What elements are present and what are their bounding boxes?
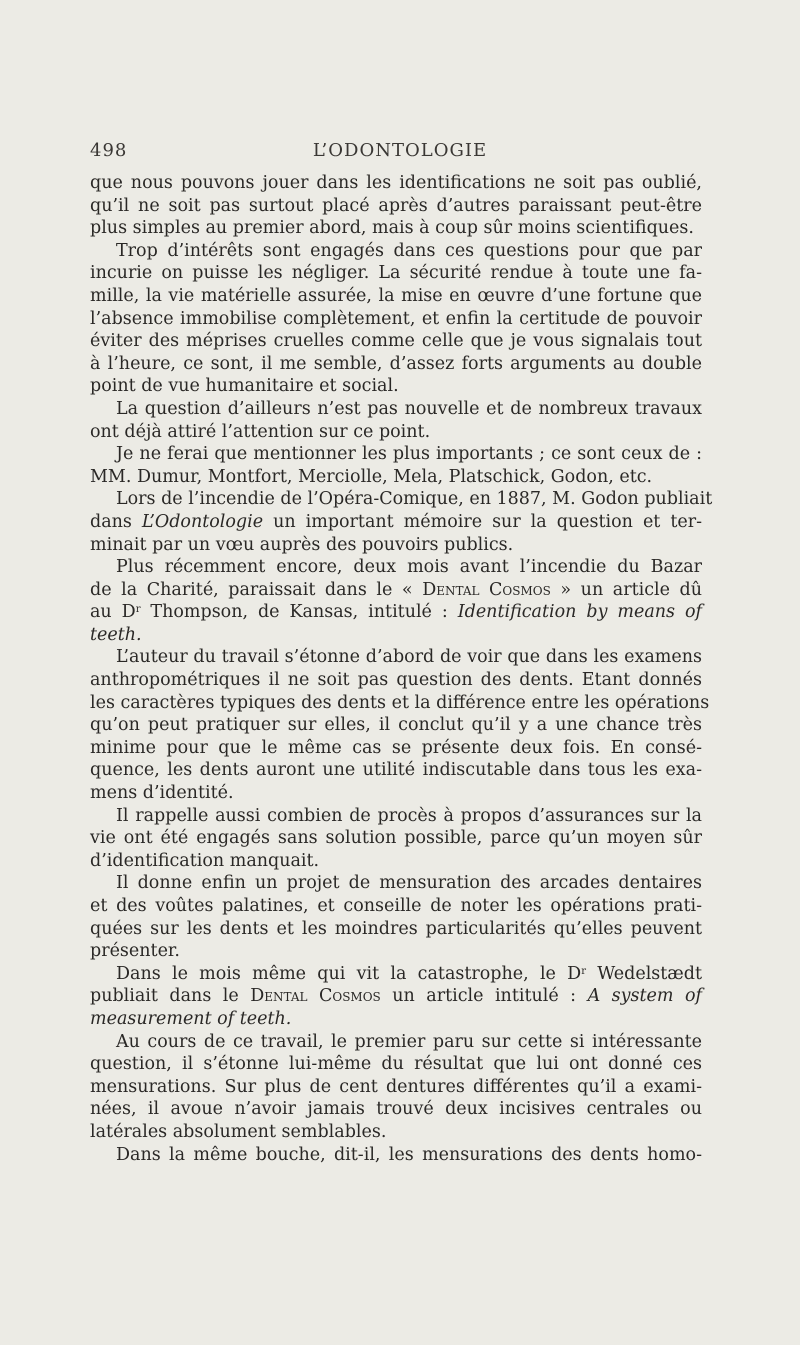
- text-segment: publiait dans le: [90, 986, 251, 1007]
- text-line: Je ne ferai que mentionner les plus importants ; ce sont ceux de :: [116, 444, 702, 465]
- text-line: ont déjà attiré l’attention sur ce point.: [90, 421, 431, 442]
- text-line: latérales absolument semblables.: [90, 1121, 387, 1142]
- text-segment: » un article dû: [550, 579, 703, 600]
- text-line: Dans la même bouche, dit-il, les mensurations des dents homo-: [116, 1144, 702, 1165]
- text-line: les caractères typiques des dents et la différence entre les opérations: [90, 692, 710, 713]
- text-line: anthropométriques il ne soit pas question des dents. Etant donnés: [90, 670, 702, 691]
- text-line: d’identification manquait.: [90, 850, 320, 871]
- text-line: vie ont été engagés sans solution possible, parce qu’un moyen sûr: [90, 828, 702, 849]
- text-line: et des voûtes palatines, et conseille de noter les opérations prati-: [90, 896, 702, 916]
- text-line: Plus récemment encore, deux mois avant l’incendie du Bazar: [116, 557, 702, 578]
- text-line: mens d’identité.: [90, 783, 234, 804]
- text-line: minime pour que le même cas se présente deux fois. En consé-: [90, 737, 702, 758]
- text-line: point de vue humanitaire et social.: [90, 376, 399, 397]
- text-segment: de la Charité, paraissait dans le «: [90, 579, 423, 600]
- text-line: teeth.: [90, 624, 142, 645]
- text-line: [90, 511, 702, 534]
- text-line: l’absence immobilise complètement, et enfin la certitude de pouvoir: [90, 308, 702, 329]
- journal-title: Dental Cosmos: [422, 579, 551, 600]
- text-line: quence, les dents auront une utilité indiscutable dans tous les exa-: [90, 760, 702, 781]
- text-line: Il rappelle aussi combien de procès à propos d’assurances sur la: [116, 805, 702, 826]
- body-text: [90, 172, 713, 1166]
- text-line: à l’heure, ce sont, il me semble, d’assez forts arguments au double: [90, 353, 702, 374]
- text-line: Il donne enfin un projet de mensuration des arcades dentaires: [116, 873, 702, 894]
- text-line: incurie on puisse les négliger. La sécurité rendue à toute une fa-: [90, 263, 702, 284]
- page-number: 498: [90, 140, 128, 161]
- text-line: qu’il ne soit pas surtout placé après d’autres paraissant peut-être: [90, 195, 702, 216]
- text-line: Au cours de ce travail, le premier paru sur cette si intéressante: [116, 1031, 702, 1052]
- text-line: nées, il avoue n’avoir jamais trouvé deux incisives centrales ou: [90, 1099, 702, 1120]
- text-line: quées sur les dents et les moindres particularités qu’elles peuvent: [90, 918, 702, 939]
- text-line: plus simples au premier abord, mais à coup sûr moins scientifiques.: [90, 218, 694, 239]
- text-line: mensurations. Sur plus de cent dentures différentes qu’il a exami-: [90, 1076, 702, 1097]
- text-line: éviter des méprises cruelles comme celle que je vous signalais tout: [90, 331, 702, 352]
- text-line: La question d’ailleurs n’est pas nouvelle et de nombreux travaux: [116, 398, 702, 419]
- journal-title: L’Odontologie: [141, 511, 264, 532]
- text-line: que nous pouvons jouer dans les identifications ne soit pas oublié,: [90, 173, 702, 193]
- text-segment: dans: [90, 511, 142, 532]
- text-line: MM. Dumur, Montfort, Merciolle, Mela, Platschick, Godon, etc.: [90, 466, 653, 487]
- journal-title: Dental Cosmos: [250, 986, 381, 1007]
- text-segment: Wedelstædt: [585, 963, 702, 984]
- text-line: [90, 579, 702, 602]
- text-line: [90, 985, 702, 1008]
- text-line: L’auteur du travail s’étonne d’abord de voir que dans les examens: [116, 647, 702, 668]
- text-line: qu’on peut pratiquer sur elles, il conclut qu’il y a une chance très: [90, 715, 702, 736]
- running-title: L’ODONTOLOGIE: [312, 140, 488, 161]
- text-line: Lors de l’incendie de l’Opéra-Comique, en 1887, M. Godon publiait: [116, 489, 713, 510]
- text-line: [90, 601, 702, 624]
- text-line: Trop d’intérêts sont engagés dans ces questions pour que par: [116, 240, 702, 261]
- superscript: r: [135, 604, 141, 616]
- text-line: [90, 963, 702, 986]
- text-segment: au D: [90, 602, 136, 623]
- text-line: measurement of teeth.: [90, 1008, 292, 1029]
- text-segment: un article intitulé :: [380, 986, 588, 1007]
- text-segment: Dans le mois même qui vit la catastrophe, le D: [116, 963, 582, 984]
- text-line: mille, la vie matérielle assurée, la mise en œuvre d’une fortune que: [90, 285, 702, 306]
- text-line: présenter.: [90, 941, 180, 962]
- text-segment: Thompson, de Kansas, intitulé :: [140, 602, 458, 623]
- article-title: Identification by means of: [457, 602, 702, 623]
- text-line: question, il s’étonne lui-même du résultat que lui ont donné ces: [90, 1054, 702, 1075]
- text-line: minait par un vœu auprès des pouvoirs publics.: [90, 534, 514, 555]
- text-segment: un important mémoire sur la question et ter-: [263, 511, 702, 532]
- article-title: A system of: [587, 986, 703, 1007]
- superscript: r: [581, 965, 586, 977]
